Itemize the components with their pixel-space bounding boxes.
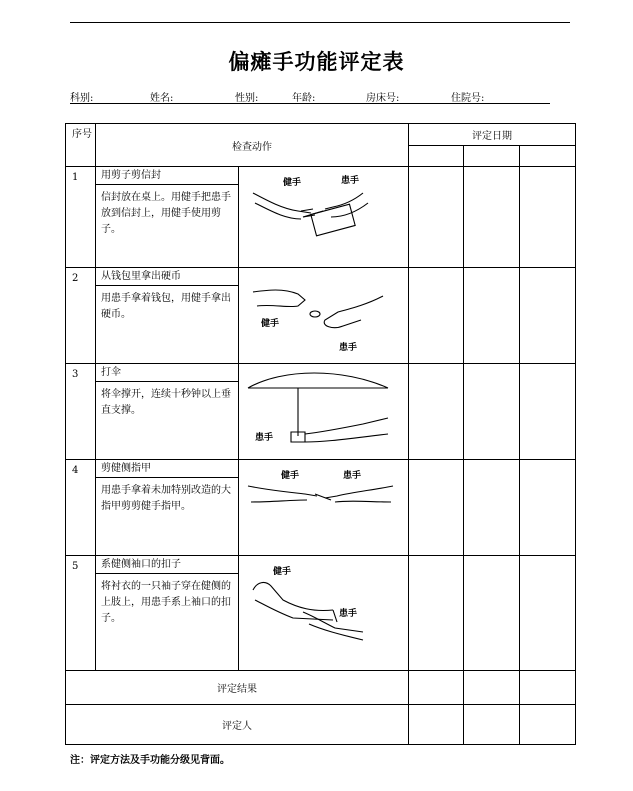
task-title: 系健侧袖口的扣子 — [96, 556, 239, 574]
assessor-cell[interactable] — [464, 705, 520, 745]
info-name: 姓名: — [150, 93, 174, 104]
info-gender: 性别: — [235, 93, 259, 104]
info-age: 年龄: — [292, 93, 316, 104]
header-date: 评定日期 — [409, 124, 576, 146]
result-cell[interactable] — [520, 671, 576, 705]
table-row — [66, 460, 576, 556]
table-row-assessor — [66, 705, 576, 745]
date-cell[interactable] — [409, 146, 464, 167]
score-cell[interactable] — [464, 364, 520, 460]
label-affected-hand: 患手 — [339, 609, 358, 619]
header-seq: 序号 — [66, 124, 96, 167]
label-affected-hand: 患手 — [343, 471, 362, 481]
label-affected-hand: 患手 — [341, 176, 360, 186]
info-room-bed: 房床号: — [366, 93, 400, 104]
task-title: 用剪子剪信封 — [96, 167, 239, 185]
table-row — [66, 556, 576, 671]
task-number: 5 — [66, 556, 96, 671]
patient-info-line — [70, 89, 550, 104]
task-number: 1 — [66, 167, 96, 268]
result-cell[interactable] — [409, 671, 464, 705]
score-cell[interactable] — [520, 556, 576, 671]
page-title: 偏瘫手功能评定表 — [228, 50, 405, 74]
assessment-table — [65, 123, 576, 745]
label-affected-hand: 患手 — [339, 343, 358, 353]
score-cell[interactable] — [409, 460, 464, 556]
task-number: 2 — [66, 268, 96, 364]
nail-clipping-illustration — [243, 464, 403, 554]
table-row-result — [66, 671, 576, 705]
label-healthy-hand: 健手 — [283, 178, 302, 188]
task-cell — [96, 268, 409, 364]
top-rule — [70, 22, 570, 23]
score-cell[interactable] — [464, 167, 520, 268]
umbrella-illustration — [243, 368, 403, 458]
score-cell[interactable] — [520, 167, 576, 268]
task-title: 从钱包里拿出硬币 — [96, 268, 239, 286]
score-cell[interactable] — [464, 460, 520, 556]
footnote: 注：评定方法及手功能分级见背面。 — [70, 755, 230, 766]
task-description: 用患手拿着未加特别改造的大指甲剪剪健手指甲。 — [96, 478, 239, 555]
task-cell — [96, 460, 409, 556]
task-cell — [96, 364, 409, 460]
label-affected-hand: 患手 — [255, 433, 274, 443]
date-cell[interactable] — [464, 146, 520, 167]
score-cell[interactable] — [464, 268, 520, 364]
assessor-cell[interactable] — [409, 705, 464, 745]
score-cell[interactable] — [464, 556, 520, 671]
task-description: 将伞撑开，连续十秒钟以上垂直支撑。 — [96, 382, 239, 459]
header-action: 检查动作 — [96, 124, 409, 167]
task-cell — [96, 556, 409, 671]
result-label: 评定结果 — [66, 671, 409, 705]
coin-purse-illustration — [243, 272, 403, 362]
table-row — [66, 167, 576, 268]
info-dept: 科别: — [70, 93, 94, 104]
date-cell[interactable] — [520, 146, 576, 167]
label-healthy-hand: 健手 — [281, 471, 300, 481]
task-title: 剪健侧指甲 — [96, 460, 239, 478]
task-number: 4 — [66, 460, 96, 556]
task-number: 3 — [66, 364, 96, 460]
score-cell[interactable] — [520, 364, 576, 460]
label-healthy-hand: 健手 — [261, 319, 280, 329]
score-cell[interactable] — [409, 364, 464, 460]
table-row — [66, 364, 576, 460]
score-cell[interactable] — [520, 268, 576, 364]
info-admission-no: 住院号: — [451, 93, 485, 104]
score-cell[interactable] — [409, 167, 464, 268]
table-row — [66, 268, 576, 364]
score-cell[interactable] — [409, 556, 464, 671]
task-description: 用患手拿着钱包，用健手拿出硬币。 — [96, 286, 239, 363]
label-healthy-hand: 健手 — [273, 567, 292, 577]
score-cell[interactable] — [520, 460, 576, 556]
assessor-cell[interactable] — [520, 705, 576, 745]
result-cell[interactable] — [464, 671, 520, 705]
task-title: 打伞 — [96, 364, 239, 382]
task-description: 将衬衣的一只袖子穿在健侧的上肢上，用患手系上袖口的扣子。 — [96, 574, 239, 670]
cuff-button-illustration — [243, 560, 403, 650]
task-cell — [96, 167, 409, 268]
task-description: 信封放在桌上。用健手把患手放到信封上，用健手使用剪子。 — [96, 185, 239, 267]
cutting-envelope-illustration — [243, 171, 403, 261]
assessor-label: 评定人 — [66, 705, 409, 745]
score-cell[interactable] — [409, 268, 464, 364]
